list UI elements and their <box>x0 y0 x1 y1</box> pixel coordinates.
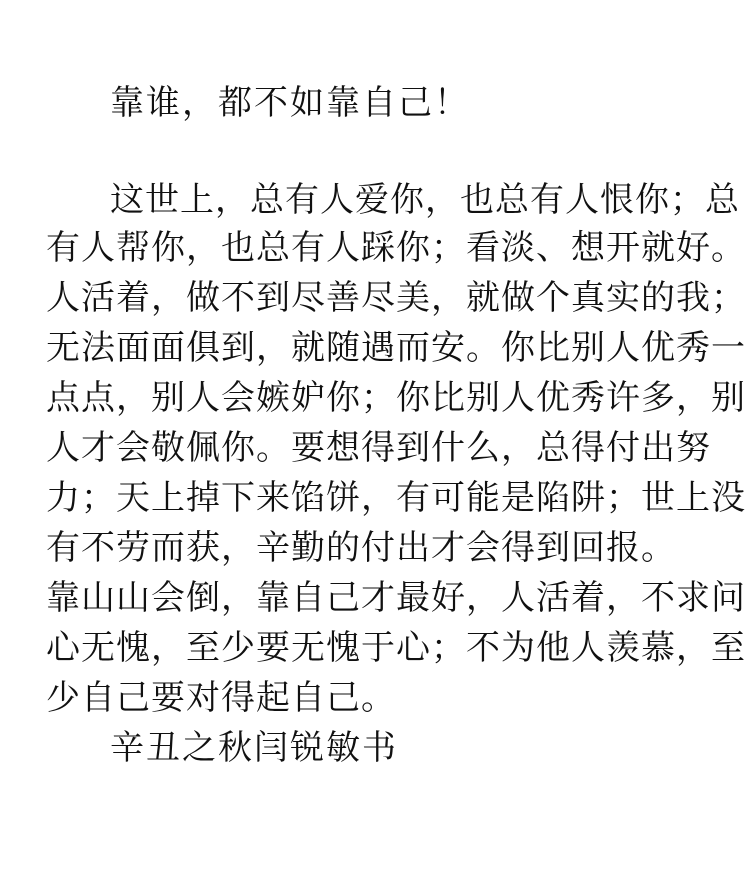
text-line: 人活着，做不到尽善尽美，就做个真实的我； <box>46 278 746 318</box>
text-line: 人才会敬佩你。要想得到什么，总得付出努 <box>46 428 711 468</box>
text-line: 点点，别人会嫉妒你；你比别人优秀许多，别 <box>46 378 746 418</box>
text-line: 无法面面俱到，就随遇而安。你比别人优秀一 <box>46 328 746 368</box>
text-line: 心无愧，至少要无愧于心；不为他人羡慕，至 <box>46 628 746 668</box>
text-line: 有不劳而获，辛勤的付出才会得到回报。 <box>46 528 676 568</box>
text-line: 有人帮你，也总有人踩你；看淡、想开就好。 <box>46 228 746 268</box>
text-line: 靠山山会倒，靠自己才最好，人活着，不求问 <box>46 578 746 618</box>
text-line: 少自己要对得起自己。 <box>46 678 396 718</box>
signature: 辛丑之秋闫锐敏书 <box>110 728 398 768</box>
document-title: 靠谁，都不如靠自己！ <box>110 83 470 123</box>
text-line: 力；天上掉下来馅饼，有可能是陷阱；世上没 <box>46 478 746 518</box>
text-line: 这世上，总有人爱你，也总有人恨你；总 <box>110 180 740 220</box>
